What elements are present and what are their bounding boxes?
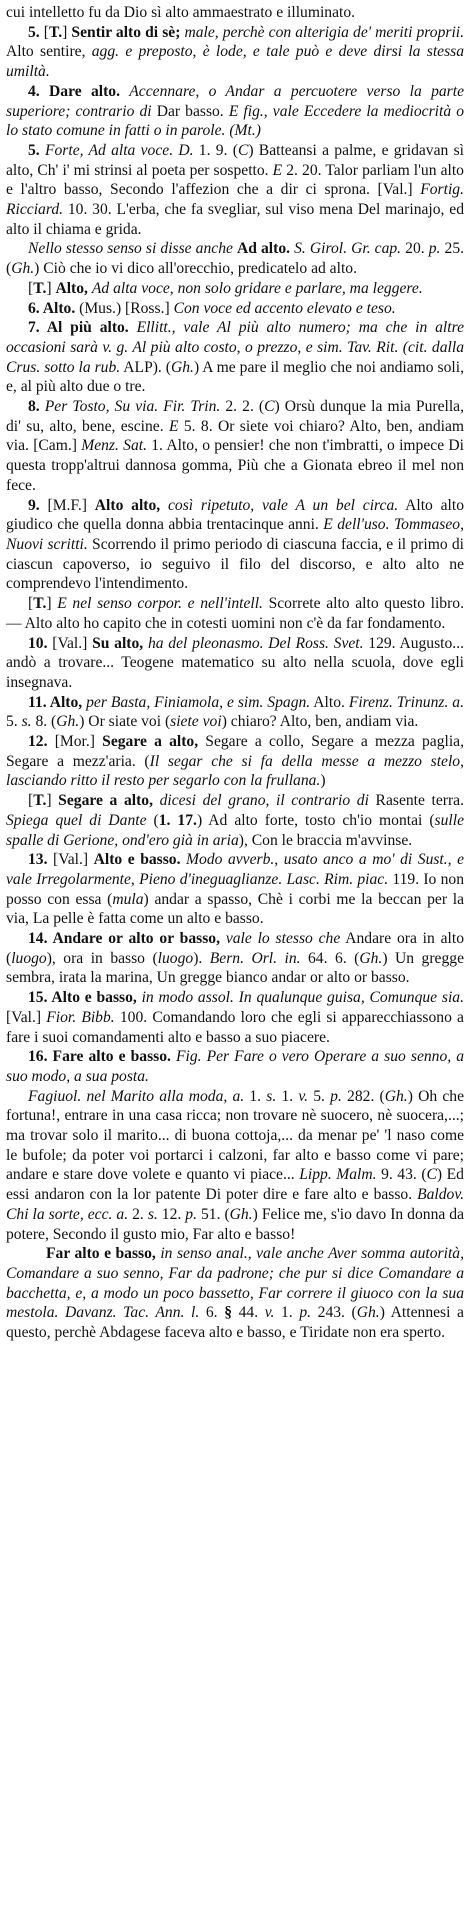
dictionary-paragraph [6, 23, 464, 82]
dictionary-paragraph [6, 279, 464, 299]
text-run: Su alto, [92, 634, 148, 652]
dictionary-paragraph [6, 929, 464, 988]
text-run: p. [299, 1304, 312, 1322]
text-run: siete voi [170, 713, 222, 731]
text-run: ) Felice me, s'io davo In donna da potere, Secondo il gusto mio, Far alto e basso! [6, 1205, 465, 1243]
text-run: Bern. Orl. in. [209, 949, 301, 967]
text-run: ] [46, 279, 56, 297]
text-run: [Mor.] [54, 733, 103, 751]
text-run: Segare a alto, [58, 792, 160, 810]
text-run: 1. 17. [158, 811, 197, 829]
text-run: E nel senso corpor. e nell'intell. [57, 595, 263, 613]
text-run: Fig. Per Fare o vero Operare a suo senno, a suo modo, a sua posta. [6, 1048, 464, 1085]
text-run: s. [147, 1205, 158, 1223]
text-run: 5. [28, 23, 44, 41]
text-run: 2. 2. ( [220, 398, 265, 416]
text-run: E [168, 417, 179, 435]
text-run: 10. [28, 634, 53, 652]
text-run: Ad alto. [237, 240, 295, 258]
text-run: ALP). ( [120, 358, 171, 376]
text-run: Gh. [229, 1205, 253, 1223]
text-run: 5. [28, 141, 45, 159]
text-run: 10. 30. L'erba, che fa svegliar, sul viso mena Del marinajo, ed alto il chiama e grida. [6, 201, 464, 238]
dictionary-paragraph [6, 397, 464, 496]
text-run: Alto alto, [94, 496, 168, 514]
text-run: ), ora in basso ( [46, 949, 158, 967]
text-run: Nello stesso senso si disse anche [28, 240, 237, 258]
dictionary-paragraph [6, 634, 464, 693]
text-run: Accennare, o Andar a percuotere verso la parte superiore; contrario di [6, 82, 464, 120]
text-run: ) chiaro? Alto, ben, andiam via. [221, 713, 419, 731]
text-run: C [237, 141, 249, 159]
text-run: Gh. [359, 949, 383, 967]
dictionary-paragraph [6, 1244, 464, 1343]
text-run: s. [266, 1087, 277, 1105]
text-run: ) A me pare il meglio che noi andiamo soli, e, al più alto due o tre. [6, 358, 464, 396]
text-run: Ellitt., vale Al più alto numero; ma che in altre occasioni sarà v. g. Al più alto costo, o prezzo, e sim. Tav. Rit. (cit. dalla Crus. sotto la rub. [6, 319, 465, 376]
text-run: mula [112, 890, 144, 908]
text-run: Per Tosto, Su via. Fir. Trin. [44, 398, 221, 416]
dictionary-paragraph [6, 988, 464, 1047]
text-run: Alto alto giudico che quella donna abbia trentacinque anni. [6, 496, 465, 534]
text-run: Gh. [171, 358, 194, 376]
text-run: 8. ( [31, 713, 57, 731]
text-run: ) Orsù dunque la mia Purella, di' su, alto, bene, escine. [6, 398, 464, 435]
text-run: vale lo stesso che [225, 930, 341, 948]
text-run: ), Con le braccia m'avvinse. [238, 831, 413, 849]
text-run: ] [46, 595, 58, 613]
text-run: 1. [244, 1087, 267, 1105]
text-run: cui intelletto fu da Dio sì alto ammaestrato e illuminato. [6, 4, 356, 21]
dictionary-paragraph [6, 850, 464, 929]
text-run: 5. [308, 1087, 331, 1105]
text-run: 44. [231, 1304, 265, 1322]
text-run: in senso anal., vale anche Aver somma autorità, Comandare a suo senno, Far da padrone; che pur si dice Comandare a bacchetta, e, a modo un poco bassetto, Far correre il giuoco con la sua mestola. Davanz. Tac. Ann. l. [6, 1245, 464, 1322]
text-run: [ [28, 792, 34, 810]
text-run: Alto sentire, [6, 43, 92, 61]
text-run: 12. [157, 1205, 186, 1223]
text-run: § [224, 1304, 232, 1322]
dictionary-paragraph [6, 299, 464, 319]
text-run: [Val.] [52, 634, 93, 652]
text-run: Andare ora in alto ( [6, 930, 465, 967]
text-run: ) Ed essi andaron con la lor patente Di poter dire e fare alto e basso. [6, 1166, 464, 1204]
text-run: Fagiuol. nel Marito alla moda, a. [28, 1087, 245, 1105]
text-run: luogo [11, 949, 47, 967]
text-run: così ripetuto, vale A un bel circa. [168, 496, 399, 514]
text-run: Far alto e basso, [46, 1245, 161, 1263]
text-run: p. [330, 1087, 342, 1105]
text-run: T. [33, 279, 47, 297]
text-run: p. [185, 1205, 197, 1223]
text-run: 20. [401, 240, 429, 258]
text-run: T. [33, 595, 47, 613]
text-run: 51. ( [196, 1205, 230, 1223]
text-run: 16. Fare alto e basso. [28, 1048, 176, 1066]
text-run: 8. [28, 398, 45, 416]
text-run: Fortig. Ricciard. [6, 181, 464, 219]
text-run: p. [428, 240, 441, 258]
text-run: T. [33, 792, 47, 810]
text-run: Gh. [56, 713, 80, 731]
text-run: ) Ciò che io vi dico all'orecchio, predicatelo ad alto. [34, 260, 357, 278]
text-run: ) Or siate voi ( [79, 713, 171, 731]
text-run: Lipp. Malm. [299, 1166, 377, 1184]
text-run: C [264, 398, 275, 416]
dictionary-paragraph [6, 732, 464, 791]
text-run: C [426, 1166, 437, 1184]
text-run: Il segar che si fa della messe a mezzo stelo, lasciando ritto il resto per segarlo con la frullana. [6, 752, 464, 790]
dictionary-paragraph [6, 693, 464, 732]
text-run: Fior. Bibb. [46, 1008, 115, 1026]
text-run: ha del pleonasmo. Del Ross. Svet. [147, 634, 364, 652]
text-run: v. [298, 1087, 309, 1105]
text-run: ) Oh che fortuna!, entrare in una casa ricca; non trovare nè suocero, nè suocera,...; ma trovar solo il marito... di buona cottoja,... da menar pe' 'l naso come le bufole; da poter voi portarci i calzoni, far alto e basso come vi pare; andare e stare dove volete e quanto vi piace... [6, 1087, 465, 1184]
text-run: ) Attennesi a questo, perchè Abdagese faceva alto e basso, e Tiridate non era sperto. [6, 1304, 464, 1342]
text-run: (Mus.) [Ross.] [79, 299, 174, 317]
text-run: ( [146, 811, 159, 829]
text-run: E fig., vale Eccedere la mediocrità o lo stato comune in fatti o in parole. (Mt.) [6, 102, 464, 140]
text-run: Scorrendo il primo periodo di ciascuna faccia, e il primo di ciascun capoverso, io seguivo il filo del discorso, e alto alto ne comprendevo l'intendimento. [6, 535, 464, 593]
dictionary-paragraph [6, 496, 464, 595]
dictionary-paragraph [6, 239, 464, 278]
text-run: v. [264, 1304, 275, 1322]
text-run: [ [28, 595, 34, 613]
dictionary-paragraph [6, 594, 464, 633]
text-run: 64. 6. ( [300, 949, 360, 967]
text-run: 13. [28, 851, 54, 869]
text-run: E dell'uso. Tommaseo, Nuovi scritti. [6, 516, 464, 553]
dictionary-paragraph [6, 1047, 464, 1086]
text-run: 119. Io non posso con essa ( [6, 870, 464, 908]
text-run: Alto e basso. [93, 851, 187, 869]
text-run: Gh. [11, 260, 35, 278]
text-run: 1. 9. ( [193, 141, 238, 159]
text-run: Menz. Sat. [81, 437, 147, 455]
text-run: 5. 8. Or siete voi chiaro? Alto, ben, andiam via. [Cam.] [6, 417, 465, 455]
text-run: Con voce ed accento elevato e teso. [173, 299, 396, 317]
text-run: 5. [6, 713, 22, 731]
text-run: 11. Alto, [28, 693, 87, 711]
text-run: 7. Al più alto. [28, 319, 137, 337]
text-run: 6. [199, 1304, 225, 1322]
text-run: Modo avverb., usato anco a mo' di Sust., e vale Irregolarmente, Pieno d'ineguaglianze. Lasc. Rim. piac. [6, 851, 465, 888]
text-run: Rasente terra. [368, 792, 464, 810]
dictionary-paragraph [6, 791, 464, 850]
text-run: [Val.] [53, 851, 94, 869]
text-run: Firenz. Trinunz. a. [348, 693, 464, 711]
text-run: luogo [157, 949, 194, 967]
text-run: 6. Alto. [28, 299, 80, 317]
text-run: agg. e preposto, è lode, e tale può e deve dirsi la stessa umiltà. [6, 43, 465, 81]
text-run: 282. ( [341, 1087, 385, 1105]
text-run: s. [21, 713, 32, 731]
text-run: [M.F.] [47, 496, 95, 514]
text-run: 12. [28, 733, 55, 751]
text-run: [Val.] [6, 1008, 47, 1026]
text-run: Forte, Ad alta voce. D. [44, 141, 194, 159]
text-run: in modo assol. In qualunque guisa, Comunque sia. [141, 989, 464, 1007]
text-run: male, perchè con alterigia de' meriti proprii. [184, 23, 465, 41]
text-run: per Basta, Finiamola, e sim. Spagn. [86, 693, 311, 711]
text-run: ). [193, 949, 210, 967]
dictionary-paragraph [6, 318, 464, 397]
dictionary-paragraph [6, 1087, 464, 1245]
text-run: 14. Andare or alto or basso, [28, 930, 226, 948]
text-run: 4. Dare alto. [28, 82, 130, 100]
text-run: Spiega quel di Dante [6, 811, 147, 829]
text-run: ) Batteansi a palme, e gridavan sì alto, Ch' i' mi strinsi al poeta per sospetto. [6, 141, 464, 179]
text-run: Ad alta voce, non solo gridare e parlare, ma leggere. [91, 279, 423, 297]
text-run: Alto. [310, 693, 349, 711]
text-run: Segare a collo, Segare a mezza paglia, Segare a mezz'aria. ( [6, 733, 464, 770]
text-run: Sentir alto di sè; [71, 23, 185, 41]
text-run: 2. [128, 1205, 148, 1223]
text-run: 1. [276, 1087, 299, 1105]
text-run: S. Girol. Gr. cap. [294, 240, 402, 258]
text-run: 9. 43. ( [376, 1166, 427, 1184]
text-run: Dar basso. [151, 102, 229, 120]
text-run: Gh. [384, 1087, 408, 1105]
text-run: ] [46, 792, 59, 810]
text-run: ) Un gregge sembra, irata la marina, Un gregge bianco andar or alto or basso. [6, 949, 464, 987]
text-run: dicesi del grano, il contrario di [159, 792, 369, 810]
text-run: sulle spalle di Gerione, ond'ero già in aria [6, 811, 464, 849]
text-run: T. [48, 23, 63, 41]
text-run: ] [62, 23, 72, 41]
text-run: Alto, [55, 279, 92, 297]
text-run: E [272, 161, 283, 179]
text-run: 129. Augusto... andò a trovare... Teogene matematico su alto nella scuola, dove egli insegnava. [6, 634, 464, 691]
text-run: [ [28, 279, 34, 297]
text-run: ) andar a spasso, Chè i corbi me la beccan per la via, La pelle è fatta come un alto e basso. [6, 890, 464, 928]
dictionary-paragraph [6, 82, 464, 141]
text-run: ) Ad alto forte, tosto ch'io montai ( [196, 811, 435, 829]
text-run: 2. 20. Talor parliam l'un alto e l'altro basso, Secondo l'affezion che a dir ci sprona. [Val.] [6, 161, 464, 199]
text-run: 9. [28, 496, 48, 514]
text-run: [ [43, 23, 49, 41]
text-run: ) [320, 772, 326, 790]
text-run: 100. Comandando loro che egli si apparecchiassono a fare i suoi comandamenti alto e basso a suo piacere. [6, 1008, 464, 1046]
text-run: 1. Alto, o pensier! che non t'imbratti, o impece Di questa tropp'altrui dannosa gomma, Più che a Gionata ebreo il mel non fece. [6, 437, 464, 494]
text-run: Baldov. Chi la sorte, ecc. a. [6, 1186, 464, 1223]
dictionary-paragraph [6, 3, 464, 23]
text-run: Gh. [356, 1304, 380, 1322]
dictionary-paragraph [6, 141, 464, 240]
text-run: Segare a alto, [102, 733, 206, 751]
text-run: Scorrete alto alto questo libro. — Alto alto ho capito che in cotesti uomini non c'è da far fondamento. [6, 595, 464, 632]
text-run: 15. Alto e basso, [28, 989, 142, 1007]
text-run: 25. ( [6, 240, 465, 278]
text-run: 243. ( [311, 1304, 357, 1322]
text-run: 1. [274, 1304, 300, 1322]
